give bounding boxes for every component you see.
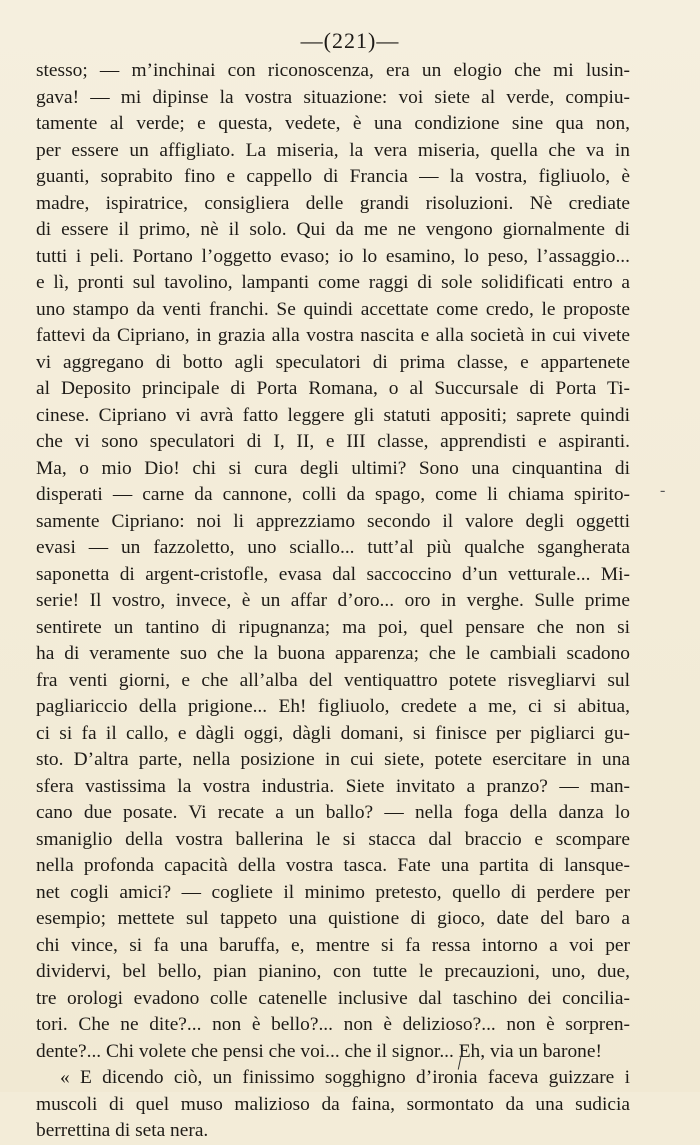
page-number: —(221)—: [300, 28, 400, 53]
text-line: disperati — carne da cannone, colli da spago, come li chiama spirito-: [36, 484, 630, 505]
text-line: net cogli amici? — cogliete il minimo pretesto, quello di perdere per: [36, 881, 630, 903]
text-line: guanti, soprabito fino e cappello di Francia — la vostra, figliuolo, è: [36, 166, 630, 187]
text-line: che vi sono speculatori di I, II, e III classe, apprendisti e aspiranti.: [36, 431, 630, 452]
text-line: saponetta di argent-cristofle, evasa dal saccoccino d’un vetturale... Mi-: [36, 563, 630, 585]
text-line: tori. Che ne dite?... non è bello?... non è delizioso?... non è sorpren-: [36, 1014, 630, 1035]
text-line: evasi — un fazzoletto, uno sciallo... tutt’al più qualche sgangherata: [36, 537, 630, 558]
text-line: berrettina di seta nera.: [36, 1120, 209, 1141]
text-line: sentirete un tantino di ripugnanza; ma poi, quel pensare che non si: [36, 616, 630, 638]
paragraph-start-line: « E dicendo ciò, un finissimo sogghigno d’ironia faceva guizzare i: [60, 1067, 630, 1088]
body-text: [36, 58, 630, 1145]
text-line: pagliariccio della prigione... Eh! figliuolo, credete a me, ci si abitua,: [36, 696, 630, 717]
text-line: ci si fa il callo, e dàgli oggi, dàgli domani, si finisce per pigliarci gu-: [36, 722, 630, 744]
text-line: tamente al verde; e questa, vedete, è una condizione sine qua non,: [36, 113, 630, 134]
text-line: vi aggregano di botto agli speculatori di prima classe, e appartenete: [36, 351, 630, 373]
text-line: stesso; — m’inchinai con riconoscenza, era un elogio che mi lusin-: [36, 60, 630, 81]
text-line: serie! Il vostro, invece, è un affar d’oro... oro in verghe. Sulle prime: [36, 590, 630, 611]
text-line: tre orologi evadono colle catenelle inclusive dal taschino dei concilia-: [36, 987, 630, 1009]
text-line: cano due posate. Vi recate a un ballo? — nella foga della danza lo: [36, 802, 630, 823]
text-line: gava! — mi dipinse la vostra situazione: voi siete al verde, compiu-: [36, 86, 630, 108]
text-line: esempio; mettete sul tappeto una quistione di gioco, date del baro a: [36, 908, 630, 929]
text-line: fra venti giorni, e che all’alba del ventiquattro potete risvegliarvi sul: [36, 669, 630, 691]
margin-mark: -: [660, 482, 666, 499]
text-line: uno stampo da venti franchi. Se quindi accettate come credo, le proposte: [36, 298, 630, 320]
text-line: sfera vastissima la vostra industria. Siete invitato a pranzo? — man-: [36, 775, 630, 797]
text-line: Ma, o mio Dio! chi si cura degli ultimi? Sono una cinquantina di: [36, 457, 630, 479]
text-line: dividervi, bel bello, pian pianino, con tutte le precauzioni, uno, due,: [36, 961, 630, 982]
text-line: tutti i peli. Portano l’oggetto evaso; io lo esamino, lo peso, l’assaggio...: [36, 245, 630, 267]
text-line: smaniglio della vostra ballerina le si stacca dal braccio e scompare: [36, 828, 630, 850]
text-line: chi vince, si fa una baruffa, e, mentre si fa ressa intorno a voi per: [36, 934, 630, 956]
text-line: cinese. Cipriano vi avrà fatto leggere gli statuti appositi; saprete quindi: [36, 404, 630, 426]
text-line: di essere il primo, nè il solo. Qui da me ne vengono giornalmente di: [36, 219, 630, 240]
text-line: fattevi da Cipriano, in grazia alla vostra nascita e alla società in cui vivete: [36, 325, 630, 346]
text-line: nella profonda capacità della vostra tasca. Fate una partita di lansque-: [36, 855, 630, 876]
text-line: e lì, pronti sul tavolino, lampanti come raggi di sole solidificati entro a: [36, 272, 630, 293]
text-line: dente?... Chi volete che pensi che voi... che il signor... Eh, via un barone!: [36, 1040, 602, 1062]
text-line: madre, ispiratrice, consigliera delle grandi risoluzioni. Nè crediate: [36, 192, 630, 214]
text-line: muscoli di quel muso malizioso da faina, sormontato da una sudicia: [36, 1093, 630, 1115]
text-line: sto. D’altra parte, nella posizione in cui siete, potete esercitare in una: [36, 749, 630, 770]
text-line: samente Cipriano: noi li apprezziamo secondo il valore degli oggetti: [36, 510, 630, 532]
text-line: per essere un affigliato. La miseria, la vera miseria, quella che va in: [36, 139, 630, 161]
text-line: ha di veramente suo che la buona apparenza; che le cambiali scadono: [36, 643, 630, 664]
text-line: al Deposito principale di Porta Romana, o al Succursale di Porta Ti-: [36, 378, 630, 399]
